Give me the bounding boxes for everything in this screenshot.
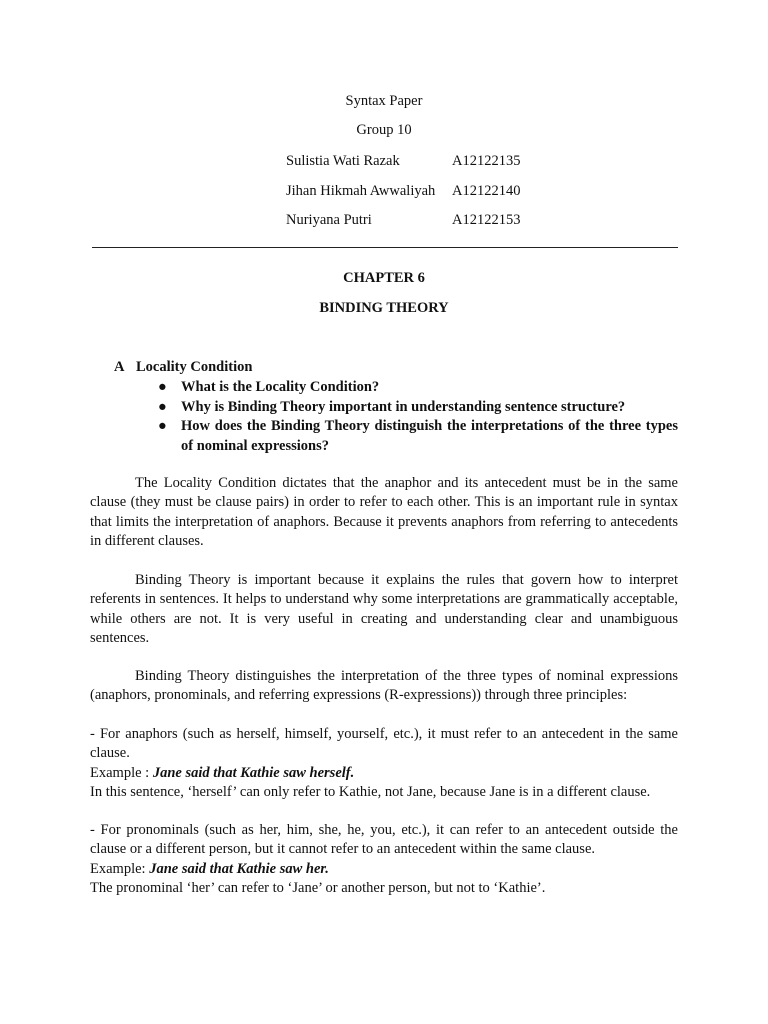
pronominal-example: Jane said that Kathie saw her. xyxy=(149,860,329,877)
member-list xyxy=(286,152,520,241)
pronominal-example-line xyxy=(90,860,678,879)
bullet-icon: ● xyxy=(158,418,167,434)
pronominal-rule: - For pronominals (such as her, him, she, he, you, etc.), it can refer to an antecedent outside the clause or a different person, but it cannot refer to an antecedent within the same clause. xyxy=(90,822,678,858)
anaphor-block xyxy=(90,725,678,802)
question-item xyxy=(158,417,678,456)
member-id: A12122153 xyxy=(452,212,521,228)
member-id: A12122135 xyxy=(452,153,521,169)
pronominal-block xyxy=(90,821,678,898)
anaphor-example: Jane said that Kathie saw herself. xyxy=(152,764,355,781)
question-item xyxy=(158,398,678,418)
question-text: Why is Binding Theory important in understanding sentence structure? xyxy=(181,398,626,415)
chapter-number: CHAPTER 6 xyxy=(343,270,425,286)
horizontal-divider xyxy=(92,247,678,248)
section-title: Locality Condition xyxy=(136,359,253,375)
section-letter: A xyxy=(114,359,125,375)
anaphor-example-line xyxy=(90,764,678,783)
anaphor-explanation: In this sentence, ‘herself’ can only refer to Kathie, not Jane, because Jane is in a different clause. xyxy=(90,783,651,800)
member-row xyxy=(286,152,520,182)
member-row xyxy=(286,211,520,241)
member-name: Sulistia Wati Razak xyxy=(286,153,400,169)
paragraph-locality: The Locality Condition dictates that the anaphor and its antecedent must be in the same clause (they must be clause pairs) in order to refer to each other. This is an important rule in syntax that limits the interpretation of anaphors. Because it prevents anaphors from referring to antecedents in different clauses. xyxy=(90,475,678,549)
paragraph-importance: Binding Theory is important because it explains the rules that govern how to interpret referents in sentences. It helps to understand why some interpretations are grammatically acceptable, while others are not. It is very useful in creating and understanding clear and unambiguous sentences. xyxy=(90,572,678,646)
paragraph-principles: Binding Theory distinguishes the interpretation of the three types of nominal expressions (anaphors, pronominals, and referring expressions (R-expressions)) through three principles: xyxy=(90,668,678,704)
chapter-title: BINDING THEORY xyxy=(319,300,449,316)
member-id: A12122140 xyxy=(452,182,521,199)
question-item xyxy=(158,378,678,398)
question-text: What is the Locality Condition? xyxy=(181,379,380,395)
example-label: Example : xyxy=(90,764,153,781)
paper-title: Syntax Paper xyxy=(345,93,423,109)
question-text: How does the Binding Theory distinguish the interpretations of the three types of nominal expressions? xyxy=(181,418,678,454)
section-heading xyxy=(114,359,252,376)
member-name: Nuriyana Putri xyxy=(286,212,372,228)
pronominal-explanation: The pronominal ‘her’ can refer to ‘Jane’ or another person, but not to ‘Kathie’. xyxy=(90,879,546,896)
anaphor-rule: - For anaphors (such as herself, himself, yourself, etc.), it must refer to an antecedent in the same clause. xyxy=(90,726,678,762)
member-row xyxy=(286,182,520,212)
question-list xyxy=(158,378,678,456)
bullet-icon: ● xyxy=(158,379,167,395)
bullet-icon: ● xyxy=(158,398,167,415)
group-label: Group 10 xyxy=(356,122,412,138)
example-label: Example: xyxy=(90,860,150,877)
member-name: Jihan Hikmah Awwaliyah xyxy=(286,182,436,199)
